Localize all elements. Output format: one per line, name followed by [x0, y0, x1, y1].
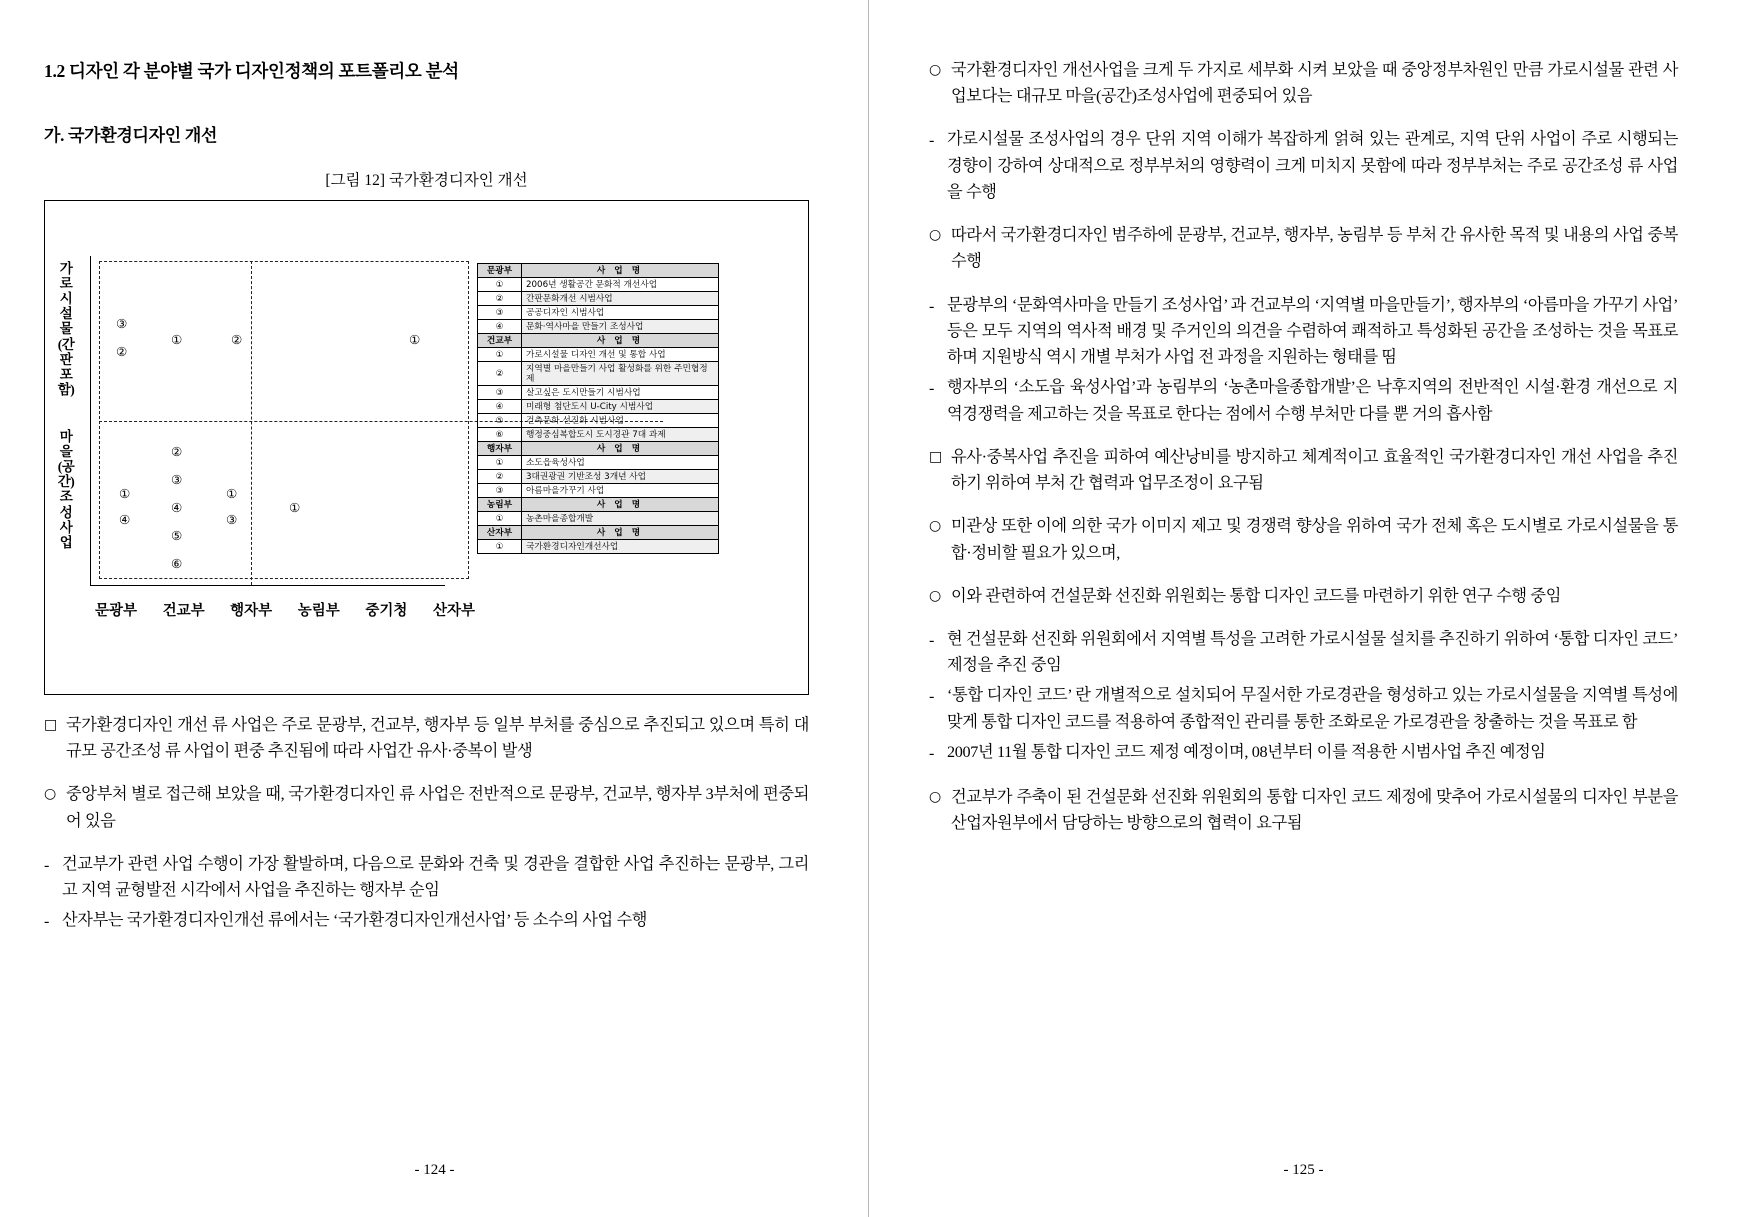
chart-point: ② [171, 444, 183, 459]
legend-row [478, 278, 719, 292]
bullet-dash: - [929, 688, 934, 706]
paragraph-text: 행자부의 ‘소도읍 육성사업’과 농림부의 ‘농촌마을종합개발’은 낙후지역의 전반적인 시설·환경 개선으로 지역경쟁력을 제고하는 것을 목표로 한다는 점에서 수행 부처만 다를 뿐 거의 흡사함 [947, 378, 1678, 423]
subsection-title: 가. 국가환경디자인 개선 [44, 126, 218, 145]
legend-header: 사 업 명 [522, 442, 719, 456]
paragraph-text: 국가환경디자인 개선 류 사업은 주로 문광부, 건교부, 행자부 등 일부 부처를 중심으로 추진되고 있으며 특히 대규모 공간조성 류 사업이 편중 추진됨에 따라 사업간 유사·중복이 발생 [66, 716, 809, 761]
chart-point: ⑥ [171, 556, 183, 571]
paragraph [929, 784, 1678, 836]
x-tick: 산자부 [432, 603, 475, 619]
paragraph [929, 57, 1678, 109]
bullet-dash: - [929, 380, 934, 398]
bullet-circle: ○ [929, 518, 941, 535]
chart-point: ① [409, 332, 421, 347]
legend-dept: 행자부 [478, 442, 522, 456]
legend-number: ⑤ [478, 414, 522, 428]
chart-point: ① [119, 486, 131, 501]
paragraph [929, 292, 1678, 371]
legend-item: 공공디자인 시범사업 [522, 306, 719, 320]
chart-plot-area [90, 256, 445, 586]
paragraph [44, 781, 809, 833]
legend-row [478, 292, 719, 306]
chart-point: ④ [171, 500, 183, 515]
legend-number: ① [478, 540, 522, 554]
paragraph-text: 가로시설물 조성사업의 경우 단위 지역 이해가 복잡하게 얽혀 있는 관계로, 지역 단위 사업이 주로 시행되는 경향이 강하여 상대적으로 정부부처의 영향력이 크게 미치지 못함에 따라 정부부처는 주로 공간조성 류 사업을 수행 [947, 130, 1678, 201]
chart-point: ③ [116, 316, 128, 331]
legend-header: 사 업 명 [522, 526, 719, 540]
legend-number: ② [478, 470, 522, 484]
bullet-circle: ○ [44, 786, 56, 803]
legend-row [478, 540, 719, 554]
bullet-square: □ [44, 717, 57, 733]
paragraph [929, 739, 1678, 767]
chart-point: ① [289, 500, 301, 515]
x-tick: 문광부 [94, 603, 138, 619]
paragraph-text: 유사·중복사업 추진을 피하여 예산낭비를 방지하고 체계적이고 효율적인 국가환경디자인 개선 사업을 추진하기 위하여 부처 간 협력과 업무조정이 요구됨 [951, 447, 1678, 493]
chart-point: ② [116, 344, 128, 359]
paragraph-text: 이와 관련하여 건설문화 선진화 위원회는 통합 디자인 코드를 마련하기 위한 연구 수행 중임 [951, 586, 1561, 605]
legend-number: ① [478, 348, 522, 362]
chart-point: ④ [119, 512, 131, 527]
legend-row [478, 484, 719, 498]
paragraph [929, 126, 1678, 205]
legend-row [478, 456, 719, 470]
legend-item: 건축문화 선진화 시범사업 [522, 414, 719, 428]
legend-item: 농촌마을종합개발 [522, 512, 719, 526]
legend-row [478, 428, 719, 442]
legend-header: 사 업 명 [522, 334, 719, 348]
paragraph-text: 문광부의 ‘문화역사마을 만들기 조성사업’ 과 건교부의 ‘지역별 마을만들기’, 행자부의 ‘아름마을 가꾸기 사업’ 등은 모두 지역의 역사적 배경 및 주거인의 의견을 수렴하여 쾌적하고 특성화된 공간을 조성하는 것을 목표로 하며 지원방식 역시 개별 부처가 사업 전 과정을 지원하는 형태를 띰 [947, 295, 1678, 367]
legend-header: 사 업 명 [522, 264, 719, 278]
figure-12 [44, 200, 809, 695]
legend-row [478, 348, 719, 362]
x-tick: 건교부 [162, 603, 205, 619]
legend-row [478, 362, 719, 386]
legend-table [477, 263, 719, 554]
paragraph-text: 현 건설문화 선진화 위원회에서 지역별 특성을 고려한 가로시설물 설치를 추진하기 위하여 ‘통합 디자인 코드’ 제정을 추진 중임 [947, 629, 1678, 675]
legend-item: 2006년 생활공간 문화적 개선사업 [522, 278, 719, 292]
page-number: - 124 - [414, 1162, 455, 1178]
legend-group-header [478, 334, 719, 348]
x-tick: 행자부 [230, 603, 273, 619]
right-body [929, 57, 1678, 836]
legend-item: 3대권광권 기반조성 3개년 사업 [522, 470, 719, 484]
paragraph-text: 산자부는 국가환경디자인개선 류에서는 ‘국가환경디자인개선사업’ 등 소수의 사업 수행 [62, 911, 648, 930]
legend-header: 사 업 명 [522, 498, 719, 512]
legend-dept: 문광부 [478, 264, 522, 278]
legend-row [478, 306, 719, 320]
legend-group-header [478, 264, 719, 278]
bullet-dash: - [929, 744, 934, 762]
paragraph-text: 2007년 11월 통합 디자인 코드 제정 예정이며, 08년부터 이를 적용한 시범사업 추진 예정임 [947, 742, 1546, 761]
legend-item: 간판문화개선 시범사업 [522, 292, 719, 306]
bullet-dash: - [929, 132, 934, 150]
legend-item: 살고싶은 도시만들기 시범사업 [522, 386, 719, 400]
bullet-circle: ○ [929, 227, 941, 244]
legend-number: ① [478, 512, 522, 526]
bullet-dash: - [929, 297, 934, 315]
bullet-dash: - [929, 631, 934, 649]
legend-group-header [478, 498, 719, 512]
legend-row [478, 512, 719, 526]
paragraph [44, 907, 809, 935]
chart-point: ⑤ [171, 528, 183, 543]
legend-item: 국가환경디자인개선사업 [522, 540, 719, 554]
paragraph [929, 444, 1678, 496]
legend-row [478, 414, 719, 428]
paragraph-text: 따라서 국가환경디자인 범주하에 문광부, 건교부, 행자부, 농림부 등 부처 간 유사한 목적 및 내용의 사업 중복 수행 [951, 226, 1678, 271]
chart-divider-vertical [251, 261, 252, 585]
legend-dept: 산자부 [478, 526, 522, 540]
legend-number: ④ [478, 400, 522, 414]
legend-dept: 농림부 [478, 498, 522, 512]
chart-point: ③ [171, 472, 183, 487]
page-title: 1.2 디자인 각 분야별 국가 디자인정책의 포트폴리오 분석 [44, 61, 459, 81]
x-tick: 농림부 [297, 603, 340, 619]
y-axis-label-bottom: 마을(공간)조성사업 [57, 429, 75, 550]
paragraph [44, 712, 809, 764]
page-right [869, 0, 1738, 1217]
bullet-circle: ○ [929, 788, 941, 805]
legend-item: 아름마을가꾸기 사업 [522, 484, 719, 498]
legend-row [478, 470, 719, 484]
legend-item: 미래형 첨단도시 U-City 시범사업 [522, 400, 719, 414]
legend-number: ③ [478, 386, 522, 400]
legend-item: 가로시설물 디자인 개선 및 통합 사업 [522, 348, 719, 362]
paragraph [929, 222, 1678, 274]
bullet-dash: - [44, 913, 49, 931]
paragraph [44, 851, 809, 903]
legend-group-header [478, 526, 719, 540]
legend-row [478, 400, 719, 414]
legend-row [478, 320, 719, 334]
chart-point: ① [226, 486, 238, 501]
chart-dashed-frame [99, 261, 469, 579]
legend-number: ① [478, 456, 522, 470]
legend-number: ③ [478, 306, 522, 320]
y-axis-label-top: 가로시설물(간판포함) [57, 261, 75, 397]
bullet-dash: - [44, 856, 49, 874]
paragraph-text: 미관상 또한 이에 의한 국가 이미지 제고 및 경쟁력 향상을 위하여 국가 전체 혹은 도시별로 가로시설물을 통합·정비할 필요가 있으며, [951, 517, 1678, 562]
paragraph [929, 583, 1678, 609]
paragraph-text: 건교부가 주축이 된 건설문화 선진화 위원회의 통합 디자인 코드 제정에 맞추어 가로시설물의 디자인 부분을 산업자원부에서 담당하는 방향으로의 협력이 요구됨 [951, 787, 1678, 833]
legend-dept: 건교부 [478, 334, 522, 348]
legend-group-header [478, 442, 719, 456]
legend-item: 소도읍육성사업 [522, 456, 719, 470]
x-axis-ticks [85, 599, 485, 620]
legend-item: 문화·역사마을 만들기 조성사업 [522, 320, 719, 334]
chart-point: ① [171, 332, 183, 347]
paragraph-text: 중앙부처 별로 접근해 보았을 때, 국가환경디자인 류 사업은 전반적으로 문광부, 건교부, 행자부 3부처에 편중되어 있음 [66, 785, 809, 830]
page-number: - 125 - [1283, 1162, 1324, 1178]
legend-row [478, 386, 719, 400]
paragraph-text: ‘통합 디자인 코드’ 란 개별적으로 설치되어 무질서한 가로경관을 형성하고 있는 가로시설물을 지역별 특성에 맞게 통합 디자인 코드를 적용하여 종합적인 관리를 통한 조화로운 가로경관을 창출하는 것을 목표로 함 [947, 686, 1678, 731]
paragraph-text: 국가환경디자인 개선사업을 크게 두 가지로 세부화 시켜 보았을 때 중앙정부차원인 만큼 가로시설물 관련 사업보다는 대규모 마을(공간)조성사업에 편중되어 있음 [951, 61, 1678, 106]
legend-item: 행정중심복합도시 도시경관 7대 과제 [522, 428, 719, 442]
legend-number: ④ [478, 320, 522, 334]
paragraph [929, 682, 1678, 734]
chart-point: ② [231, 332, 243, 347]
bullet-circle: ○ [929, 587, 941, 604]
legend-number: ⑥ [478, 428, 522, 442]
bullet-square: □ [929, 448, 942, 465]
chart-point: ③ [226, 512, 238, 527]
paragraph [929, 626, 1678, 678]
legend-number: ② [478, 362, 522, 386]
legend-number: ③ [478, 484, 522, 498]
figure-caption: [그림 12] 국가환경디자인 개선 [325, 172, 528, 189]
paragraph [929, 374, 1678, 426]
bullet-circle: ○ [929, 62, 941, 78]
x-tick: 중기청 [365, 603, 408, 619]
legend-number: ① [478, 278, 522, 292]
legend-item: 지역별 마을만들기 사업 활성화를 위한 주민협정제 [522, 362, 719, 386]
paragraph-text: 건교부가 관련 사업 수행이 가장 활발하며, 다음으로 문화와 건축 및 경관을 결합한 사업 추진하는 문광부, 그리고 지역 균형발전 시각에서 사업을 추진하는 행자부 순임 [62, 854, 809, 900]
paragraph [929, 513, 1678, 565]
legend-number: ② [478, 292, 522, 306]
